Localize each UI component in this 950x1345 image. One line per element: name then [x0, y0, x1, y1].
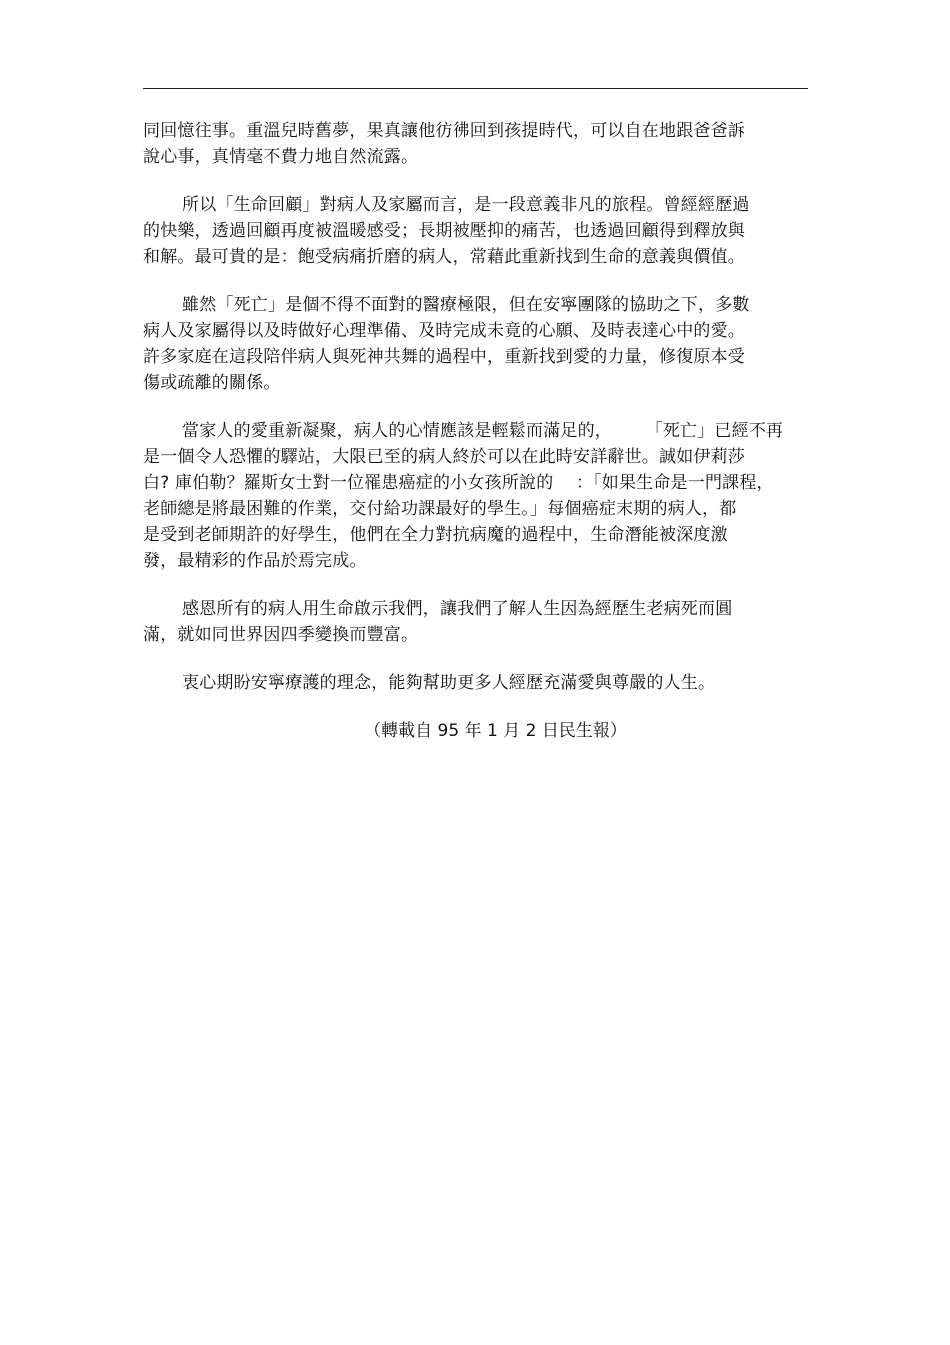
paragraph-line: 滿，就如同世界因四季變換而豐富。: [143, 625, 419, 645]
paragraph-line: 傷或疏離的關係。: [143, 373, 281, 393]
paragraph-1: [143, 118, 808, 170]
article-body: [143, 118, 808, 744]
paragraph-line: 雖然「死亡」是個不得不面對的醫療極限，但在安寧團隊的協助之下，多數: [182, 295, 750, 315]
paragraph-line: 所以「生命回顧」對病人及家屬而言，是一段意義非凡的旅程。曾經經歷過: [182, 195, 750, 215]
header-rule: [143, 88, 808, 89]
paragraph-line: 說心事，真情毫不費力地自然流露。: [143, 147, 419, 167]
paragraph-line: 的快樂，透過回顧再度被溫暖感受；長期被壓抑的痛苦，也透過回顧得到釋放與: [143, 221, 745, 241]
paragraph-line: 衷心期盼安寧療護的理念，能夠幫助更多人經歷充滿愛與尊嚴的人生。: [182, 673, 716, 693]
paragraph-line: 發，最精彩的作品於焉完成。: [143, 551, 367, 571]
paragraph-4: [143, 418, 808, 574]
paragraph-3: [143, 292, 808, 396]
paragraph-line: 老師總是將最困難的作業，交付給功課最好的學生。」每個癌症末期的病人，都: [143, 499, 737, 519]
paragraph-line: 病人及家屬得以及時做好心理準備、及時完成未竟的心願、及時表達心中的愛。: [143, 321, 745, 341]
paragraph-6: [143, 670, 808, 696]
paragraph-line: 和解。最可貴的是：飽受病痛折磨的病人，常藉此重新找到生命的意義與價值。: [143, 247, 745, 267]
paragraph-2: [143, 192, 808, 270]
paragraph-line: 白? 庫伯勒？羅斯女士對一位罹患癌症的小女孩所說的 ：「如果生命是一門課程，: [143, 473, 774, 493]
paragraph-line: 是受到老師期許的好學生，他們在全力對抗病魔的過程中，生命潛能被深度激: [143, 525, 728, 545]
paragraph-line: 同回憶往事。重溫兒時舊夢，果真讓他彷彿回到孩提時代，可以自在地跟爸爸訴: [143, 121, 745, 141]
paragraph-line: 感恩所有的病人用生命啟示我們，讓我們了解人生因為經歷生老病死而圓: [182, 599, 733, 619]
paragraph-line: 許多家庭在這段陪伴病人與死神共舞的過程中，重新找到愛的力量，修復原本受: [143, 347, 745, 367]
paragraph-line: 當家人的愛重新凝聚，病人的心情應該是輕鬆而滿足的， 「死亡」已經不再: [182, 421, 784, 441]
paragraph-5: [143, 596, 808, 648]
source-citation: （轉載自 95 年 1 月 2 日民生報）: [364, 721, 627, 741]
paragraph-line: 是一個令人恐懼的驛站，大限已至的病人終於可以在此時安詳辭世。誠如伊莉莎: [143, 447, 745, 467]
